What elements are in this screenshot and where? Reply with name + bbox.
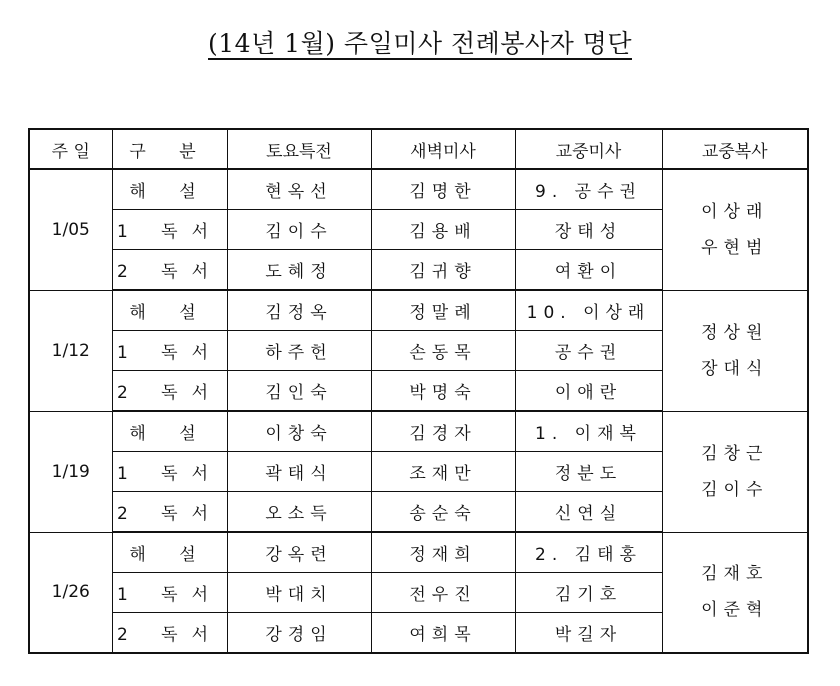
role-cell: 2 독서 — [112, 250, 227, 291]
main-mass-cell: 9. 공수권 — [515, 169, 662, 210]
header-row — [29, 129, 808, 169]
document-title — [0, 26, 840, 62]
altar-servers-cell — [662, 290, 808, 411]
header-role: 구 분 — [112, 129, 227, 169]
saturday-mass-cell: 김이수 — [227, 210, 371, 250]
main-mass-cell: 신연실 — [515, 492, 662, 533]
dawn-mass-cell: 정재희 — [371, 532, 515, 573]
altar-servers-cell — [662, 532, 808, 653]
altar-server-name: 정상원 — [701, 322, 769, 343]
document-title-text: (14년 1월) 주일미사 전례봉사자 명단 — [208, 29, 632, 58]
dawn-mass-cell: 김명한 — [371, 169, 515, 210]
altar-server-name: 이상래 — [701, 201, 769, 222]
role-cell: 1 독서 — [112, 210, 227, 250]
role-cell: 해 설 — [112, 290, 227, 331]
role-cell: 1 독서 — [112, 573, 227, 613]
saturday-mass-cell: 강옥련 — [227, 532, 371, 573]
saturday-mass-cell: 오소득 — [227, 492, 371, 533]
saturday-mass-cell: 현옥선 — [227, 169, 371, 210]
dawn-mass-cell: 김귀향 — [371, 250, 515, 291]
main-mass-cell: 박길자 — [515, 613, 662, 654]
header-saturday-mass: 토요특전 — [227, 129, 371, 169]
week-date-cell: 1/05 — [29, 169, 112, 290]
saturday-mass-cell: 하주헌 — [227, 331, 371, 371]
dawn-mass-cell: 김용배 — [371, 210, 515, 250]
header-altar-servers: 교중복사 — [662, 129, 808, 169]
main-mass-cell: 장태성 — [515, 210, 662, 250]
header-main-mass: 교중미사 — [515, 129, 662, 169]
role-cell: 2 독서 — [112, 613, 227, 654]
role-cell: 해 설 — [112, 411, 227, 452]
dawn-mass-cell: 조재만 — [371, 452, 515, 492]
altar-server-name: 김재호 — [701, 564, 769, 585]
saturday-mass-cell: 도혜정 — [227, 250, 371, 291]
main-mass-cell: 10. 이상래 — [515, 290, 662, 331]
main-mass-cell: 1. 이재복 — [515, 411, 662, 452]
role-cell: 해 설 — [112, 169, 227, 210]
dawn-mass-cell: 여희목 — [371, 613, 515, 654]
header-dawn-mass: 새벽미사 — [371, 129, 515, 169]
saturday-mass-cell: 박대치 — [227, 573, 371, 613]
roster-body — [29, 169, 808, 653]
week-date-cell: 1/12 — [29, 290, 112, 411]
role-cell: 해 설 — [112, 532, 227, 573]
main-mass-cell: 김기호 — [515, 573, 662, 613]
altar-server-name: 이준혁 — [701, 600, 769, 621]
altar-servers-cell — [662, 411, 808, 532]
altar-server-name: 우현범 — [701, 237, 769, 258]
table-row — [29, 290, 808, 331]
role-cell: 2 독서 — [112, 371, 227, 412]
main-mass-cell: 2. 김태홍 — [515, 532, 662, 573]
dawn-mass-cell: 송순숙 — [371, 492, 515, 533]
saturday-mass-cell: 김정옥 — [227, 290, 371, 331]
roster-table — [28, 128, 809, 654]
week-date-cell: 1/26 — [29, 532, 112, 653]
dawn-mass-cell: 김경자 — [371, 411, 515, 452]
header-week: 주 일 — [29, 129, 112, 169]
saturday-mass-cell: 김인숙 — [227, 371, 371, 412]
dawn-mass-cell: 손동목 — [371, 331, 515, 371]
altar-server-name: 장대식 — [701, 358, 769, 379]
altar-server-name: 김창근 — [701, 443, 769, 464]
role-cell: 1 독서 — [112, 331, 227, 371]
altar-servers-cell — [662, 169, 808, 290]
main-mass-cell: 정분도 — [515, 452, 662, 492]
table-row — [29, 411, 808, 452]
main-mass-cell: 공수권 — [515, 331, 662, 371]
saturday-mass-cell: 이창숙 — [227, 411, 371, 452]
table-row — [29, 169, 808, 210]
week-date-cell: 1/19 — [29, 411, 112, 532]
main-mass-cell: 여환이 — [515, 250, 662, 291]
role-cell: 2 독서 — [112, 492, 227, 533]
table-row — [29, 532, 808, 573]
role-cell: 1 독서 — [112, 452, 227, 492]
dawn-mass-cell: 전우진 — [371, 573, 515, 613]
dawn-mass-cell: 정말례 — [371, 290, 515, 331]
saturday-mass-cell: 곽태식 — [227, 452, 371, 492]
altar-server-name: 김이수 — [701, 479, 769, 500]
main-mass-cell: 이애란 — [515, 371, 662, 412]
dawn-mass-cell: 박명숙 — [371, 371, 515, 412]
saturday-mass-cell: 강경임 — [227, 613, 371, 654]
